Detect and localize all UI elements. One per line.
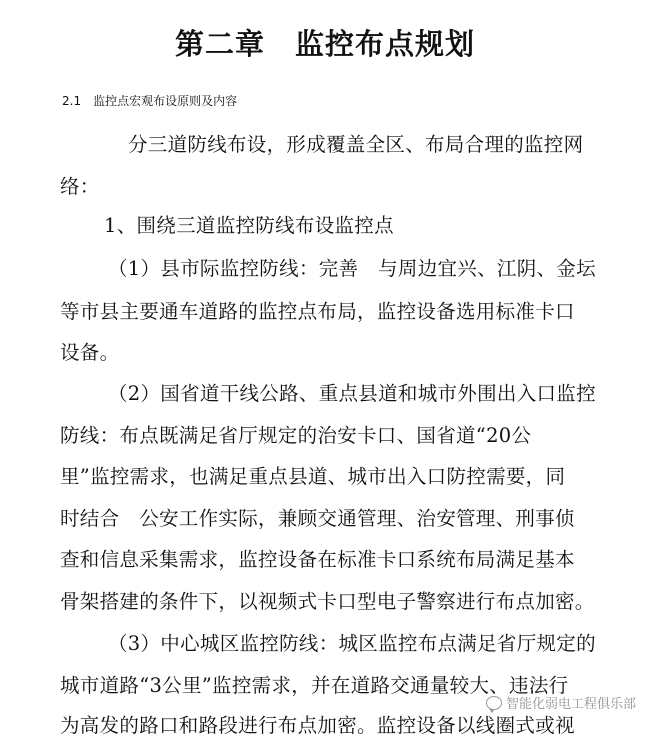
paragraph-line: （1）县市际监控防线：完善 与周边宜兴、江阴、金坛	[108, 257, 596, 280]
chapter-title: 第二章 监控布点规划	[174, 27, 475, 61]
watermark	[486, 693, 636, 712]
paragraph-line: 防线：布点既满足省厅规定的治安卡口、国省道“20公	[60, 424, 532, 447]
paragraph-line: 等市县主要通车道路的监控点布局，监控设备选用标准卡口	[60, 300, 575, 323]
paragraph-line: 时结合 公安工作实际，兼顾交通管理、治安管理、刑事侦	[60, 507, 575, 530]
section-heading: 2.1 监控点宏观布设原则及内容	[62, 94, 238, 108]
paragraph-line: 分三道防线布设，形成覆盖全区、布局合理的监控网	[128, 133, 584, 156]
paragraph-line: 骨架搭建的条件下，以视频式卡口型电子警察进行布点加密。	[60, 590, 595, 613]
paragraph-line: （2）国省道干线公路、重点县道和城市外围出入口监控	[108, 382, 596, 405]
paragraph-line: 络：	[60, 175, 100, 198]
paragraph-line: 设备。	[60, 341, 120, 364]
paragraph-line: 为高发的路口和路段进行布点加密。监控设备以线圈式或视	[60, 714, 575, 737]
paragraph-line: 查和信息采集需求，监控设备在标准卡口系统布局满足基本	[60, 548, 575, 571]
paragraph-line: 里”监控需求，也满足重点县道、城市出入口防控需要，同	[60, 465, 566, 488]
paragraph-line: （3）中心城区监控防线：城区监控布点满足省厅规定的	[108, 632, 596, 655]
watermark-text: 智能化弱电工程俱乐部	[505, 697, 636, 712]
paragraph-line: 城市道路“3公里”监控需求，并在道路交通量较大、违法行	[60, 674, 569, 697]
wechat-icon	[486, 696, 502, 710]
list-heading: 1、围绕三道监控防线布设监控点	[104, 214, 394, 237]
